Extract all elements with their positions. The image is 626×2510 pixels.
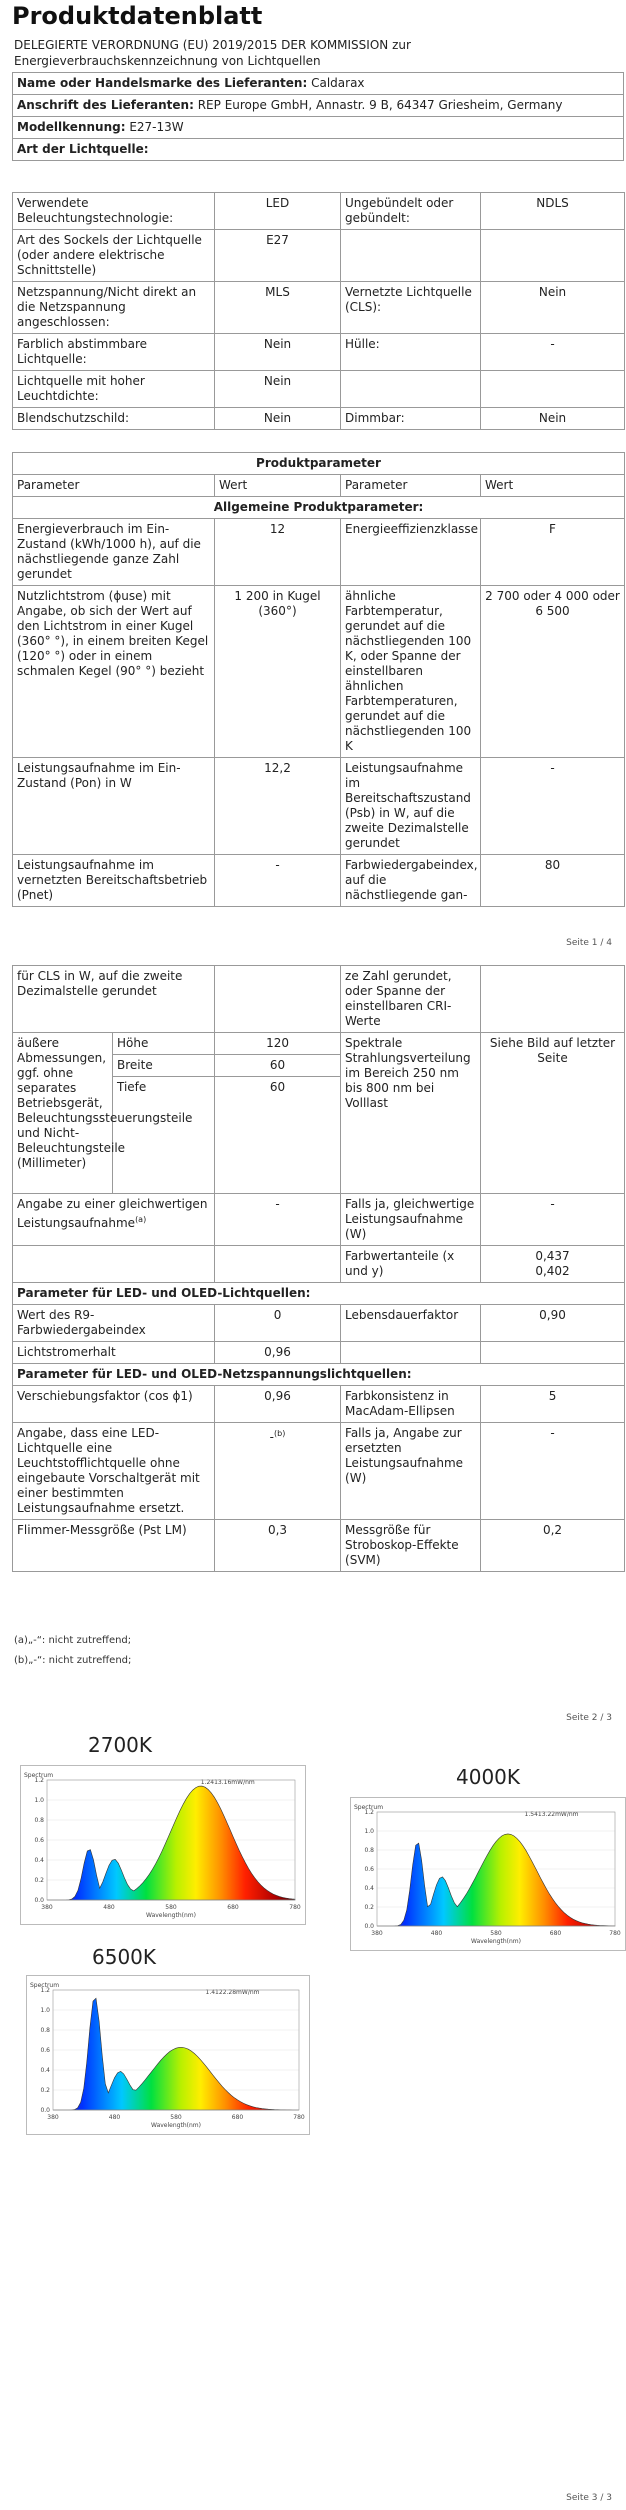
x-tick-label: 380 [41, 1904, 53, 1911]
displacement-value: 0,96 [215, 1386, 341, 1423]
type-row [13, 371, 625, 408]
x-axis-label: Wavelength(nm) [151, 2122, 201, 2129]
col-value-1: Wert [215, 475, 341, 497]
stroboscopic-value: 0,2 [481, 1520, 625, 1572]
general-l1: Energieverbrauch im Ein-Zustand (kWh/1000 h), auf die nächstliegende ganze Zahl gerundet [13, 519, 215, 586]
flicker-value: 0,3 [215, 1520, 341, 1572]
type-l1: Blendschutzschild: [13, 408, 215, 430]
lumen-maint-value: 0,96 [215, 1342, 341, 1364]
supplier-address-row: Anschrift des Lieferanten: REP Europe GmbH, Annastr. 9 B, 64347 Griesheim, Germany [13, 95, 624, 117]
type-l1: Lichtquelle mit hoher Leuchtdichte: [13, 371, 215, 408]
model-row: Modellkennung: E27-13W [13, 117, 624, 139]
spectrum-title-6500: 6500K [92, 1945, 157, 1969]
y-tick-label: 1.2 [34, 1777, 44, 1784]
type-l2: Ungebündelt oder gebündelt: [341, 193, 481, 230]
macadam-label: Farbkonsistenz in MacAdam-Ellipsen [341, 1386, 481, 1423]
y-tick-label: 0.2 [34, 1877, 44, 1884]
type-v1: Nein [215, 371, 341, 408]
general-v1: 12 [215, 519, 341, 586]
y-tick-label: 0.0 [34, 1897, 44, 1904]
flicker-label: Flimmer-Messgröße (Pst LM) [13, 1520, 215, 1572]
page-1 [0, 0, 626, 955]
type-v2 [481, 371, 625, 408]
x-tick-label: 780 [293, 2114, 305, 2121]
cri-label-cont: ze Zahl gerundet, oder Spanne der einstellbaren CRI-Werte [341, 966, 481, 1033]
y-tick-label: 0.6 [40, 2047, 50, 2054]
dim-value: 60 [215, 1055, 341, 1077]
type-l1: Verwendete Beleuchtungstechnologie: [13, 193, 215, 230]
equiv-power-value: - [215, 1194, 341, 1246]
type-row [13, 193, 625, 230]
r9-label: Wert des R9-Farbwiedergabeindex [13, 1305, 215, 1342]
general-row [13, 758, 625, 855]
spectrum-title-4000: 4000K [456, 1765, 521, 1789]
cls-net-label-cont: für CLS in W, auf die zweite Dezimalstelle gerundet [13, 966, 215, 1033]
chroma-value: 0,437 0,402 [481, 1246, 625, 1283]
dim-value: 120 [215, 1033, 341, 1055]
y-tick-label: 1.0 [40, 2007, 50, 2014]
general-row [13, 586, 625, 758]
y-tick-label: 0.8 [364, 1847, 374, 1854]
supplier-name: Caldarax [311, 76, 365, 90]
dim-key: Tiefe [113, 1077, 215, 1194]
general-l2: ähnliche Farbtemperatur, gerundet auf die nächstliegenden 100 K, oder Spanne der einstellbaren ähnlichen Farbtemperaturen, gerundet auf die nächstliegenden 100 K [341, 586, 481, 758]
general-l2: Energieeffizienzklasse [341, 519, 481, 586]
y-tick-label: 1.2 [40, 1987, 50, 1994]
type-v2: Nein [481, 408, 625, 430]
y-axis-label: Spectrum [30, 1982, 60, 1989]
footnote-a: (a)„-“: nicht zutreffend; [14, 1635, 132, 1646]
r9-value: 0 [215, 1305, 341, 1342]
dim-key: Höhe [113, 1033, 215, 1055]
general-l2: Farbwiedergabeindex, auf die nächstliegende gan- [341, 855, 481, 907]
x-tick-label: 580 [490, 1930, 502, 1937]
spectrum-svg-2700 [21, 1766, 305, 1924]
type-v2: Nein [481, 282, 625, 334]
type-row [13, 282, 625, 334]
type-l2: Hülle: [341, 334, 481, 371]
macadam-value: 5 [481, 1386, 625, 1423]
stroboscopic-label: Messgröße für Stroboskop-Effekte (SVM) [341, 1520, 481, 1572]
displacement-label: Verschiebungsfaktor (cos ϕ1) [13, 1386, 215, 1423]
y-tick-label: 1.0 [34, 1797, 44, 1804]
spectrum-curve [377, 1834, 615, 1926]
page-3 [0, 1725, 626, 2510]
general-l2: Leistungsaufnahme im Bereitschaftszustand (Psb) in W, auf die zweite Dezimalstelle gerundet [341, 758, 481, 855]
x-axis-label: Wavelength(nm) [146, 1912, 196, 1919]
y-tick-label: 0.0 [364, 1923, 374, 1930]
x-tick-label: 380 [47, 2114, 59, 2121]
type-l1: Netzspannung/Nicht direkt an die Netzspannung angeschlossen: [13, 282, 215, 334]
type-v2: - [481, 334, 625, 371]
spectrum-curve [53, 1998, 299, 2110]
type-v2 [481, 230, 625, 282]
type-l2 [341, 371, 481, 408]
spectrum-svg-4000 [351, 1798, 625, 1950]
fluor-replace-right-label: Falls ja, Angabe zur ersetzten Leistungsaufnahme (W) [341, 1423, 481, 1520]
spectrum-chart-4000 [350, 1797, 626, 1951]
x-tick-label: 480 [108, 2114, 121, 2121]
x-tick-label: 480 [430, 1930, 443, 1937]
x-tick-label: 380 [371, 1930, 383, 1937]
spectral-value: Siehe Bild auf letzter Seite [481, 1033, 625, 1194]
type-v1: LED [215, 193, 341, 230]
general-v2: - [481, 758, 625, 855]
col-value-2: Wert [481, 475, 625, 497]
type-v1: Nein [215, 408, 341, 430]
general-v2: F [481, 519, 625, 586]
params-table-continued [12, 965, 625, 1572]
type-l2: Dimmbar: [341, 408, 481, 430]
y-tick-label: 0.8 [34, 1817, 44, 1824]
general-l1: Leistungsaufnahme im Ein-Zustand (Pon) in W [13, 758, 215, 855]
general-v1: 1 200 in Kugel (360°) [215, 586, 341, 758]
regulation-text: DELEGIERTE VERORDNUNG (EU) 2019/2015 DER KOMMISSION zur Energieverbrauchskennzeichnung von Lichtquellen [14, 38, 411, 68]
general-v1: 12,2 [215, 758, 341, 855]
dim-value: 60 [215, 1077, 341, 1194]
light-type-header: Art der Lichtquelle: [13, 139, 624, 161]
supplier-address: REP Europe GmbH, Annastr. 9 B, 64347 Griesheim, Germany [197, 98, 563, 112]
peak-label: 1.5413.22mW/nm [524, 1811, 579, 1818]
y-axis-label: Spectrum [24, 1772, 54, 1779]
type-row [13, 230, 625, 282]
spectrum-chart-2700 [20, 1765, 306, 1925]
fluor-replace-value: -$^{(b)}$ [215, 1423, 341, 1520]
peak-label: 1.2413.16mW/nm [200, 1779, 255, 1786]
general-v2: 2 700 oder 4 000 oder 6 500 [481, 586, 625, 758]
type-v1: MLS [215, 282, 341, 334]
col-param-2: Parameter [341, 475, 481, 497]
footnote-b: (b)„-“: nicht zutreffend; [14, 1655, 132, 1666]
y-tick-label: 0.8 [40, 2027, 50, 2034]
equiv-power-right-label: Falls ja, gleichwertige Leistungsaufnahme (W) [341, 1194, 481, 1246]
product-params-table [12, 452, 625, 907]
led-params-header: Parameter für LED- und OLED-Lichtquellen: [13, 1283, 625, 1305]
equiv-power-label: Angabe zu einer gleichwertigen Leistungsaufnahme$^{(a)}$ [13, 1194, 215, 1246]
product-params-header: Produktparameter [13, 453, 625, 475]
fluor-replace-right-value: - [481, 1423, 625, 1520]
spectral-label: Spektrale Strahlungsverteilung im Bereich 250 nm bis 800 nm bei Volllast [341, 1033, 481, 1194]
page-number: Seite 3 / 3 [566, 2493, 612, 2503]
spectrum-title-2700: 2700K [88, 1733, 153, 1757]
page-title: Produktdatenblatt [12, 2, 263, 30]
general-v1: - [215, 855, 341, 907]
y-tick-label: 0.6 [364, 1866, 374, 1873]
x-tick-label: 680 [227, 1904, 239, 1911]
model-id: E27-13W [129, 120, 184, 134]
y-tick-label: 0.2 [40, 2087, 50, 2094]
general-v2: 80 [481, 855, 625, 907]
type-v2: NDLS [481, 193, 625, 230]
y-tick-label: 0.4 [364, 1885, 374, 1892]
x-tick-label: 680 [231, 2114, 244, 2121]
type-v1: E27 [215, 230, 341, 282]
y-axis-label: Spectrum [354, 1804, 384, 1811]
type-row [13, 334, 625, 371]
y-tick-label: 0.2 [364, 1904, 374, 1911]
page-number: Seite 2 / 3 [566, 1713, 612, 1723]
page-number: Seite 1 / 4 [566, 938, 612, 948]
x-tick-label: 780 [609, 1930, 621, 1937]
x-tick-label: 580 [170, 2114, 182, 2121]
outer-dims-label: äußere Abmessungen, ggf. ohne separates Betriebsgerät, Beleuchtungssteuerungsteile und Nicht-Beleuchtungsteile (Millimeter) [13, 1033, 113, 1194]
equiv-power-right-value: - [481, 1194, 625, 1246]
general-params-header: Allgemeine Produktparameter: [13, 497, 625, 519]
type-row [13, 408, 625, 430]
general-row [13, 519, 625, 586]
x-tick-label: 580 [165, 1904, 177, 1911]
x-tick-label: 680 [549, 1930, 562, 1937]
type-v1: Nein [215, 334, 341, 371]
y-tick-label: 0.0 [40, 2107, 50, 2114]
light-type-table [12, 192, 625, 430]
type-l2: Vernetzte Lichtquelle (CLS): [341, 282, 481, 334]
y-tick-label: 0.6 [34, 1837, 44, 1844]
supplier-name-row: Name oder Handelsmarke des Lieferanten: Caldarax [13, 73, 624, 95]
y-tick-label: 0.4 [34, 1857, 44, 1864]
type-l2 [341, 230, 481, 282]
type-l1: Farblich abstimmbare Lichtquelle: [13, 334, 215, 371]
x-tick-label: 480 [103, 1904, 115, 1911]
dim-key: Breite [113, 1055, 215, 1077]
general-row [13, 855, 625, 907]
peak-label: 1.4122.28mW/nm [205, 1989, 260, 1996]
x-axis-label: Wavelength(nm) [471, 1938, 521, 1945]
life-factor-label: Lebensdauerfaktor [341, 1305, 481, 1342]
general-l1: Nutzlichtstrom (ϕuse) mit Angabe, ob sich der Wert auf den Lichtstrom in einer Kugel (360° °), in einem breiten Kegel (120° °) oder in einem schmalen Kegel (90° °) bezieht [13, 586, 215, 758]
page-2 [0, 955, 626, 1725]
y-tick-label: 1.0 [364, 1828, 374, 1835]
type-l1: Art des Sockels der Lichtquelle (oder andere elektrische Schnittstelle) [13, 230, 215, 282]
x-tick-label: 780 [289, 1904, 301, 1911]
col-param-1: Parameter [13, 475, 215, 497]
fluor-replace-label: Angabe, dass eine LED-Lichtquelle eine Leuchtstofflichtquelle ohne eingebaute Vorschaltgerät mit einer bestimmten Leistungsaufnahme ersetzt. [13, 1423, 215, 1520]
spectrum-chart-6500 [26, 1975, 310, 2135]
mains-params-header: Parameter für LED- und OLED-Netzspannungslichtquellen: [13, 1364, 625, 1386]
chroma-label: Farbwertanteile (x und y) [341, 1246, 481, 1283]
supplier-table [12, 72, 624, 161]
life-factor-value: 0,90 [481, 1305, 625, 1342]
y-tick-label: 0.4 [40, 2067, 50, 2074]
lumen-maint-label: Lichtstromerhalt [13, 1342, 215, 1364]
general-l1: Leistungsaufnahme im vernetzten Bereitschaftsbetrieb (Pnet) [13, 855, 215, 907]
spectrum-curve [47, 1786, 295, 1900]
y-tick-label: 1.2 [364, 1809, 374, 1816]
spectrum-svg-6500 [27, 1976, 309, 2134]
